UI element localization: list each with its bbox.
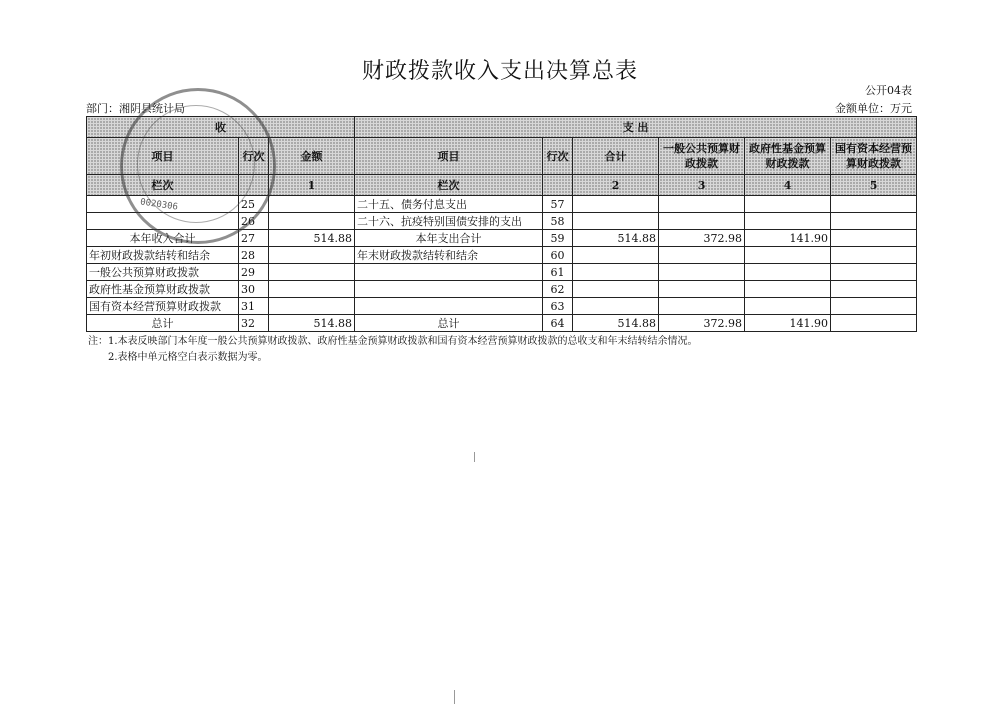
expense-item [355, 264, 543, 281]
income-line: 25 [239, 196, 269, 213]
income-amount [269, 264, 355, 281]
income-header: 收 [87, 117, 355, 138]
scan-mark [454, 690, 455, 704]
expense-total [573, 264, 659, 281]
col-header-general-budget: 一般公共预算财政拨款 [659, 138, 745, 175]
department-label: 部门：湘阴县统计局 [86, 102, 185, 115]
expenditure-header: 支 出 [355, 117, 917, 138]
income-amount: 514.88 [269, 230, 355, 247]
col-header-line: 行次 [239, 138, 269, 175]
income-item: 政府性基金预算财政拨款 [87, 281, 239, 298]
income-line: 27 [239, 230, 269, 247]
income-line: 29 [239, 264, 269, 281]
col-header-item2: 项目 [355, 138, 543, 175]
expense-item: 年末财政拨款结转和结余 [355, 247, 543, 264]
income-amount [269, 213, 355, 230]
income-item: 年初财政拨款结转和结余 [87, 247, 239, 264]
expense-gov [745, 247, 831, 264]
expense-gov: 141.90 [745, 315, 831, 332]
column-index-4: 4 [745, 175, 831, 196]
expense-state [831, 298, 917, 315]
expense-item [355, 281, 543, 298]
expense-total [573, 213, 659, 230]
expense-item: 本年支出合计 [355, 230, 543, 247]
expense-gov [745, 196, 831, 213]
expense-general [659, 247, 745, 264]
table-row [87, 281, 917, 298]
col-header-state-capital: 国有资本经营预算财政拨款 [831, 138, 917, 175]
expense-line: 60 [543, 247, 573, 264]
expense-state [831, 247, 917, 264]
column-index-1: 1 [269, 175, 355, 196]
income-amount [269, 247, 355, 264]
expense-line: 64 [543, 315, 573, 332]
expense-total [573, 247, 659, 264]
income-item: 一般公共预算财政拨款 [87, 264, 239, 281]
expense-line: 62 [543, 281, 573, 298]
expense-total [573, 196, 659, 213]
expense-line: 57 [543, 196, 573, 213]
col-header-amount: 金额 [269, 138, 355, 175]
footnote-2: 2.表格中单元格空白表示数据为零。 [108, 352, 268, 363]
col-header-line2: 行次 [543, 138, 573, 175]
expense-state [831, 264, 917, 281]
expense-gov [745, 298, 831, 315]
expense-line: 58 [543, 213, 573, 230]
expense-general [659, 281, 745, 298]
expense-general [659, 213, 745, 230]
income-amount: 514.88 [269, 315, 355, 332]
expense-gov [745, 213, 831, 230]
expense-gov [745, 281, 831, 298]
expense-total [573, 298, 659, 315]
footnotes [88, 334, 698, 366]
expense-item [355, 298, 543, 315]
income-amount [269, 196, 355, 213]
income-line: 32 [239, 315, 269, 332]
scan-mark [474, 452, 475, 462]
expense-state [831, 315, 917, 332]
table-row-grand-total [87, 315, 917, 332]
expense-general [659, 196, 745, 213]
expense-state [831, 281, 917, 298]
unit-label: 金额单位：万元 [835, 102, 912, 115]
income-amount [269, 281, 355, 298]
expense-item: 二十五、债务付息支出 [355, 196, 543, 213]
income-item: 国有资本经营预算财政拨款 [87, 298, 239, 315]
column-index-5: 5 [831, 175, 917, 196]
income-line: 28 [239, 247, 269, 264]
form-number: 公开04表 [865, 84, 912, 97]
expense-general: 372.98 [659, 315, 745, 332]
column-index-label2: 栏次 [355, 175, 543, 196]
column-index-label: 栏次 [87, 175, 239, 196]
expense-state [831, 196, 917, 213]
table-row [87, 298, 917, 315]
income-amount [269, 298, 355, 315]
expense-total [573, 281, 659, 298]
expense-general [659, 298, 745, 315]
table-row [87, 264, 917, 281]
income-line: 30 [239, 281, 269, 298]
expense-total: 514.88 [573, 230, 659, 247]
expense-general: 372.98 [659, 230, 745, 247]
expense-state [831, 230, 917, 247]
income-line: 26 [239, 213, 269, 230]
income-line: 31 [239, 298, 269, 315]
col-header-total: 合计 [573, 138, 659, 175]
income-item: 本年收入合计 [87, 230, 239, 247]
expense-general [659, 264, 745, 281]
expense-total: 514.88 [573, 315, 659, 332]
expense-gov: 141.90 [745, 230, 831, 247]
expense-line: 63 [543, 298, 573, 315]
expense-item: 二十六、抗疫特别国债安排的支出 [355, 213, 543, 230]
seal-number: 0020306 [139, 197, 179, 213]
footnote-1: 注：1.本表反映部门本年度一般公共预算财政拨款、政府性基金预算财政拨款和国有资本经营预算财政拨款的总收支和年末结转结余情况。 [88, 336, 698, 347]
table-row [87, 247, 917, 264]
income-item: 总计 [87, 315, 239, 332]
column-index-2: 2 [573, 175, 659, 196]
expense-gov [745, 264, 831, 281]
col-header-item: 项目 [87, 138, 239, 175]
expense-line: 59 [543, 230, 573, 247]
expense-item: 总计 [355, 315, 543, 332]
expense-state [831, 213, 917, 230]
col-header-gov-fund: 政府性基金预算财政拨款 [745, 138, 831, 175]
column-index-3: 3 [659, 175, 745, 196]
report-title: 财政拨款收入支出决算总表 [361, 59, 638, 84]
expense-line: 61 [543, 264, 573, 281]
